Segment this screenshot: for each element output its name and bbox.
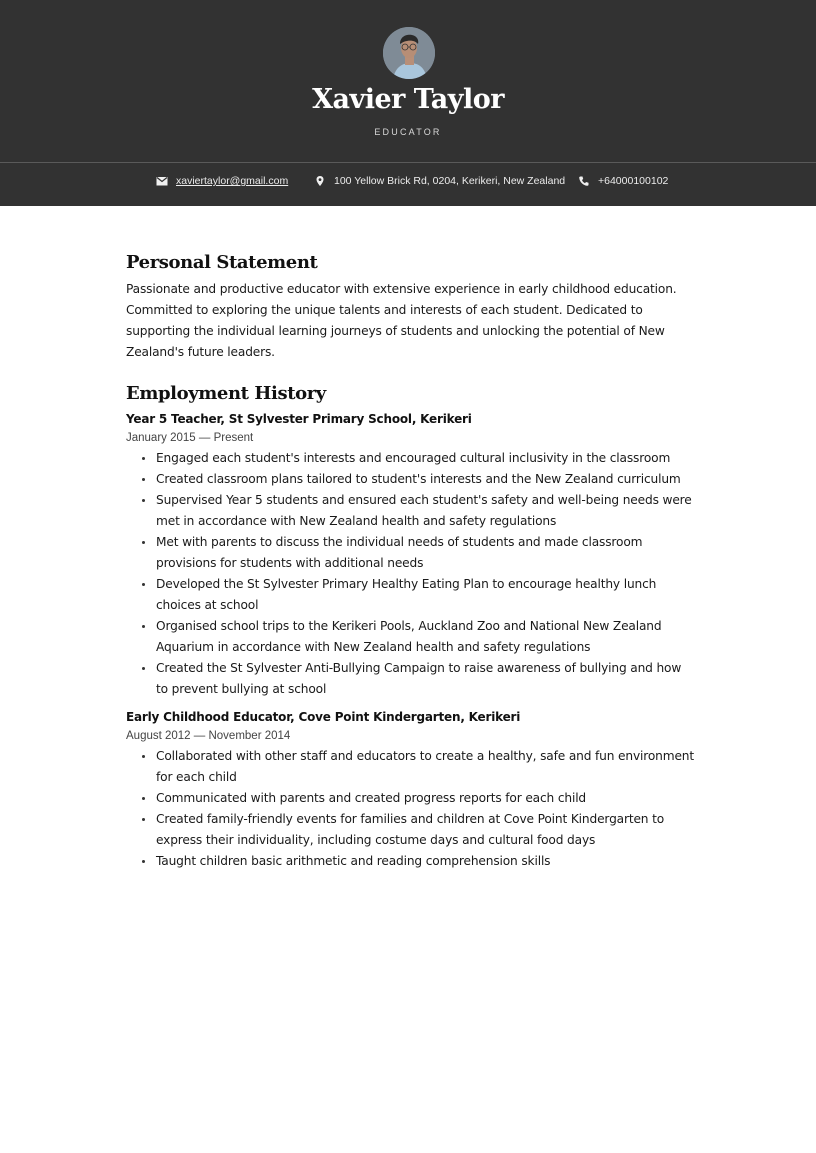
candidate-title: EDUCATOR xyxy=(374,127,442,137)
personal-statement-section xyxy=(126,252,696,363)
job-entry xyxy=(126,710,696,872)
job-bullet: Collaborated with other staff and educators to create a healthy, safe and fun environment for each child xyxy=(126,746,696,788)
job-title: Early Childhood Educator, Cove Point Kindergarten, Kerikeri xyxy=(126,710,521,724)
job-bullet: Created classroom plans tailored to student's interests and the New Zealand curriculum xyxy=(126,469,696,490)
job-bullet: Organised school trips to the Kerikeri Pools, Auckland Zoo and National New Zealand Aquarium in accordance with New Zealand health and safety regulations xyxy=(126,616,696,658)
job-bullet: Supervised Year 5 students and ensured each student's safety and well-being needs were met in accordance with New Zealand health and safety regulations xyxy=(126,490,696,532)
header-divider xyxy=(0,162,816,163)
bullet-dot-icon xyxy=(142,499,145,502)
candidate-name: Xavier Taylor xyxy=(312,84,504,115)
bullet-dot-icon xyxy=(142,818,145,821)
bullet-dot-icon xyxy=(142,667,145,670)
contact-phone xyxy=(578,175,668,187)
avatar-photo-icon xyxy=(383,27,435,79)
envelope-icon xyxy=(156,175,168,187)
job-bullet: Engaged each student's interests and encouraged cultural inclusivity in the classroom xyxy=(126,448,696,469)
phone-text: +64000100102 xyxy=(598,175,669,187)
personal-statement-text: Passionate and productive educator with extensive experience in early childhood education. Committed to exploring the unique talents and interests of each student. Dedicated to supporting the individual learning journeys of students and unlocking the potential of New Zealand's future leaders. xyxy=(126,282,677,359)
section-heading-employment-history: Employment History xyxy=(126,383,326,404)
job-title: Year 5 Teacher, St Sylvester Primary School, Kerikeri xyxy=(126,412,472,426)
bullet-dot-icon xyxy=(142,797,145,800)
resume-header xyxy=(0,0,816,206)
contact-email xyxy=(156,175,288,187)
job-bullet: Developed the St Sylvester Primary Healthy Eating Plan to encourage healthy lunch choices at school xyxy=(126,574,696,616)
job-entry xyxy=(126,412,696,700)
bullet-dot-icon xyxy=(142,541,145,544)
job-bullet-list xyxy=(126,746,696,872)
bullet-dot-icon xyxy=(142,755,145,758)
job-bullet-list xyxy=(126,448,696,700)
job-bullet: Created the St Sylvester Anti-Bullying Campaign to raise awareness of bullying and how to prevent bullying at school xyxy=(126,658,696,700)
phone-icon xyxy=(578,175,590,187)
job-bullet: Met with parents to discuss the individual needs of students and made classroom provisions for students with additional needs xyxy=(126,532,696,574)
bullet-dot-icon xyxy=(142,478,145,481)
contact-address xyxy=(314,175,565,187)
email-link[interactable]: xaviertaylor@gmail.com xyxy=(176,175,289,187)
map-pin-icon xyxy=(314,175,326,187)
job-dates: January 2015 — Present xyxy=(126,432,254,444)
avatar xyxy=(383,27,435,79)
section-heading-personal-statement: Personal Statement xyxy=(126,252,318,273)
bullet-dot-icon xyxy=(142,583,145,586)
bullet-dot-icon xyxy=(142,860,145,863)
job-bullet: Taught children basic arithmetic and reading comprehension skills xyxy=(126,851,696,872)
bullet-dot-icon xyxy=(142,457,145,460)
job-dates: August 2012 — November 2014 xyxy=(126,730,291,742)
job-bullet: Communicated with parents and created progress reports for each child xyxy=(126,788,696,809)
job-bullet: Created family-friendly events for families and children at Cove Point Kindergarten to express their individuality, including costume days and cultural food days xyxy=(126,809,696,851)
bullet-dot-icon xyxy=(142,625,145,628)
address-text: 100 Yellow Brick Rd, 0204, Kerikeri, New Zealand xyxy=(334,175,566,187)
employment-history-section xyxy=(126,383,696,872)
